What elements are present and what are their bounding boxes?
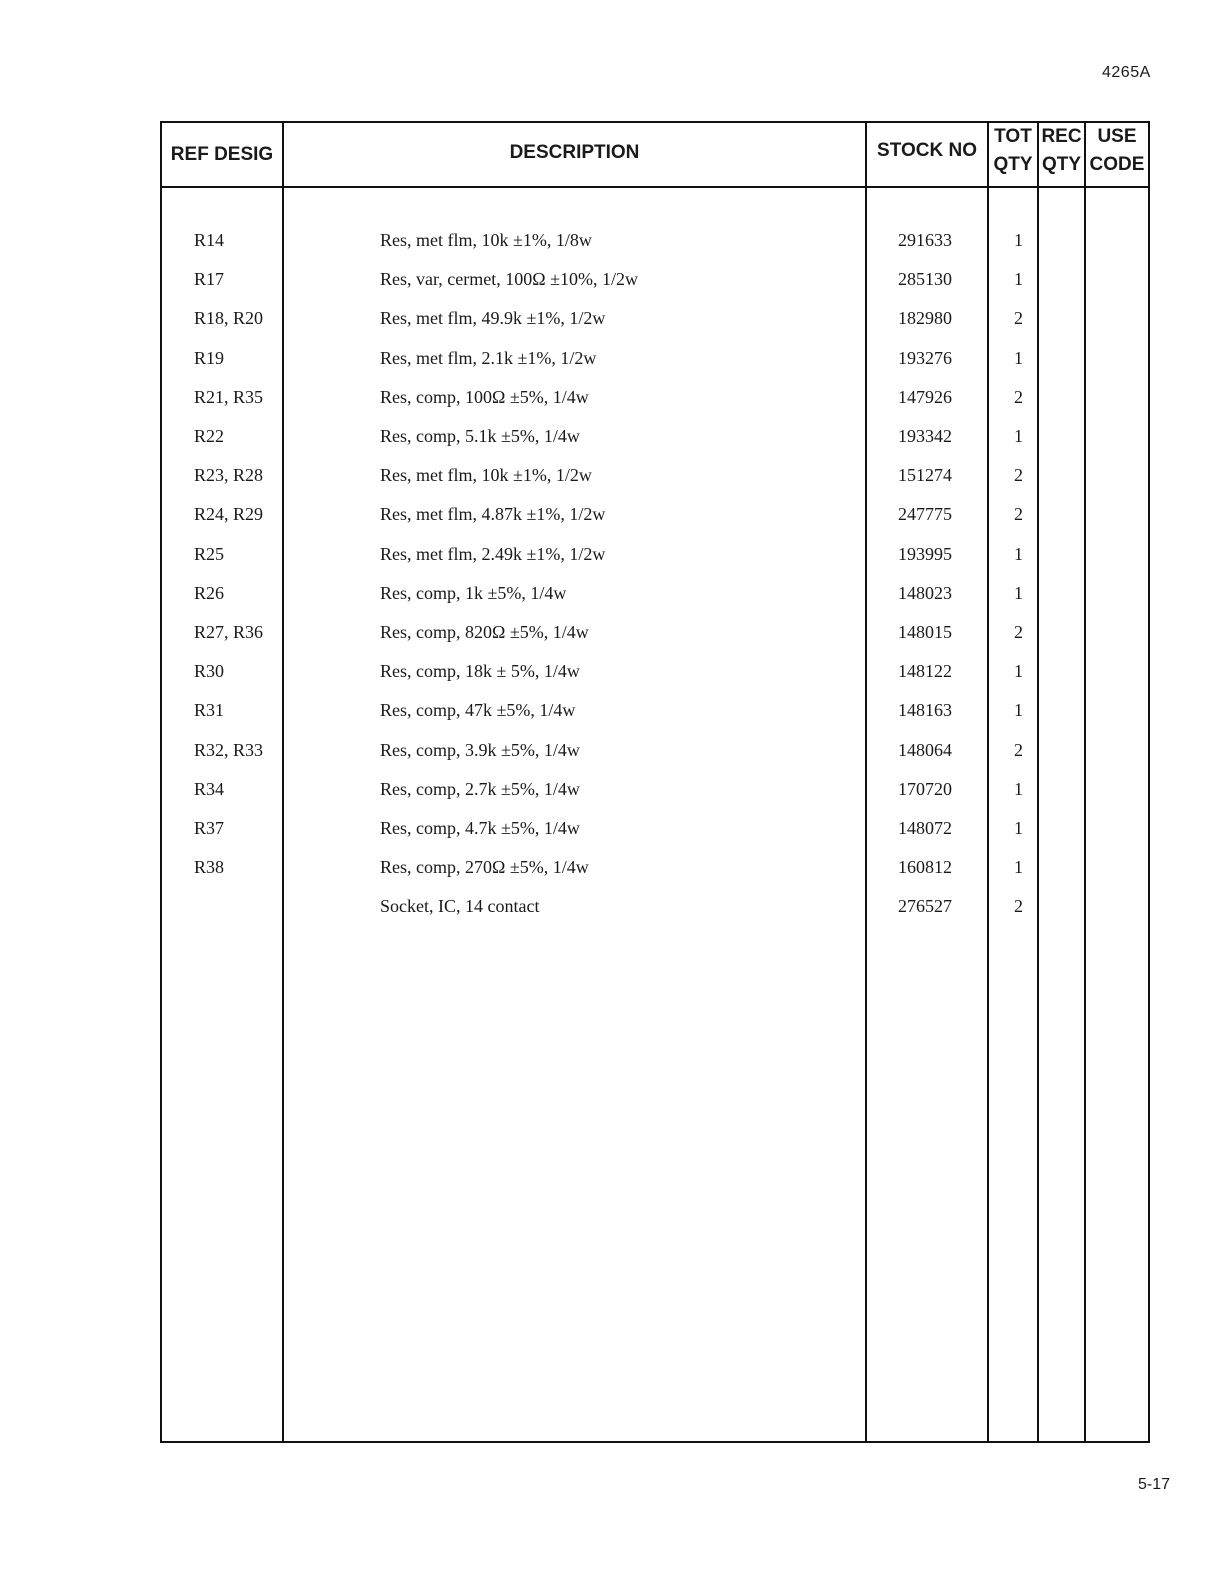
ref-desig-cell: R23, R28 [194,465,264,485]
document-id: 4265A [1102,64,1151,81]
table-row [162,695,1148,725]
parts-list-table [160,121,1150,1443]
table-row [162,539,1148,569]
ref-desig-cell: R22 [194,426,225,446]
stock-no-cell: 276527 [898,896,952,916]
stock-no-cell: 148072 [898,818,952,838]
table-row [162,303,1148,333]
header-rec-qty-line1: REC [1041,126,1082,147]
table-row [162,382,1148,412]
tot-qty-cell: 2 [1014,308,1023,328]
description-cell: Res, met flm, 10k ±1%, 1/8w [380,230,592,250]
tot-qty-cell: 1 [1014,230,1023,250]
stock-no-cell: 193995 [898,544,952,564]
ref-desig-cell: R14 [194,230,225,250]
ref-desig-cell: R31 [194,700,225,720]
description-cell: Res, comp, 1k ±5%, 1/4w [380,583,567,603]
table-row [162,774,1148,804]
header-use-code-line1: USE [1097,126,1137,147]
description-cell: Res, comp, 100Ω ±5%, 1/4w [380,387,589,407]
tot-qty-cell: 1 [1014,544,1023,564]
stock-no-cell: 285130 [898,269,952,289]
description-cell: Res, comp, 47k ±5%, 1/4w [380,700,576,720]
table-row [162,813,1148,843]
header-description: DESCRIPTION [509,142,640,163]
table-row [162,852,1148,882]
tot-qty-cell: 1 [1014,348,1023,368]
description-cell: Res, met flm, 2.49k ±1%, 1/2w [380,544,606,564]
ref-desig-cell: R17 [194,269,225,289]
ref-desig-cell: R30 [194,661,225,681]
tot-qty-cell: 1 [1014,818,1023,838]
header-tot-qty-line2: QTY [993,154,1033,175]
description-cell: Res, comp, 270Ω ±5%, 1/4w [380,857,589,877]
header-divider [162,186,1148,188]
header-rec-qty-line2: QTY [1041,154,1082,175]
tot-qty-cell: 2 [1014,465,1023,485]
ref-desig-cell: R24, R29 [194,504,264,524]
description-cell: Res, comp, 18k ± 5%, 1/4w [380,661,580,681]
ref-desig-cell: R38 [194,857,225,877]
ref-desig-cell: R18, R20 [194,308,264,328]
description-cell: Res, met flm, 2.1k ±1%, 1/2w [380,348,597,368]
header-ref-desig: REF DESIG [170,144,274,165]
ref-desig-cell: R19 [194,348,225,368]
ref-desig-cell: R37 [194,818,225,838]
ref-desig-cell: R34 [194,779,225,799]
tot-qty-cell: 2 [1014,387,1023,407]
tot-qty-cell: 1 [1014,700,1023,720]
tot-qty-cell: 1 [1014,779,1023,799]
ref-desig-cell: R26 [194,583,225,603]
tot-qty-cell: 1 [1014,426,1023,446]
stock-no-cell: 170720 [898,779,952,799]
description-cell: Res, comp, 5.1k ±5%, 1/4w [380,426,580,446]
description-cell: Res, comp, 3.9k ±5%, 1/4w [380,740,580,760]
stock-no-cell: 151274 [898,465,952,485]
table-row [162,735,1148,765]
ref-desig-cell: R21, R35 [194,387,264,407]
stock-no-cell: 148064 [898,740,952,760]
header-tot-qty-line1: TOT [994,126,1032,147]
stock-no-cell: 247775 [898,504,952,524]
tot-qty-cell: 1 [1014,661,1023,681]
table-row [162,343,1148,373]
tot-qty-cell: 2 [1014,622,1023,642]
tot-qty-cell: 2 [1014,896,1023,916]
stock-no-cell: 160812 [898,857,952,877]
description-cell: Res, var, cermet, 100Ω ±10%, 1/2w [380,269,638,289]
table-row [162,891,1148,921]
table-row [162,578,1148,608]
tot-qty-cell: 2 [1014,504,1023,524]
stock-no-cell: 148163 [898,700,952,720]
stock-no-cell: 147926 [898,387,952,407]
table-row [162,617,1148,647]
page-number: 5-17 [1138,1476,1171,1493]
ref-desig-cell: R25 [194,544,225,564]
stock-no-cell: 148023 [898,583,952,603]
stock-no-cell: 148015 [898,622,952,642]
stock-no-cell: 193276 [898,348,952,368]
tot-qty-cell: 1 [1014,583,1023,603]
table-row [162,225,1148,255]
description-cell: Res, comp, 2.7k ±5%, 1/4w [380,779,580,799]
table-row [162,656,1148,686]
description-cell: Res, met flm, 49.9k ±1%, 1/2w [380,308,606,328]
description-cell: Res, comp, 4.7k ±5%, 1/4w [380,818,580,838]
tot-qty-cell: 1 [1014,857,1023,877]
stock-no-cell: 193342 [898,426,952,446]
tot-qty-cell: 2 [1014,740,1023,760]
tot-qty-cell: 1 [1014,269,1023,289]
stock-no-cell: 148122 [898,661,952,681]
description-cell: Socket, IC, 14 contact [380,896,540,916]
header-use-code-line2: CODE [1089,154,1145,175]
ref-desig-cell: R27, R36 [194,622,264,642]
header-stock-no: STOCK NO [877,140,977,161]
table-row [162,264,1148,294]
ref-desig-cell: R32, R33 [194,740,264,760]
description-cell: Res, comp, 820Ω ±5%, 1/4w [380,622,589,642]
table-row [162,421,1148,451]
table-row [162,460,1148,490]
stock-no-cell: 182980 [898,308,952,328]
description-cell: Res, met flm, 10k ±1%, 1/2w [380,465,592,485]
description-cell: Res, met flm, 4.87k ±1%, 1/2w [380,504,606,524]
stock-no-cell: 291633 [898,230,952,250]
table-row [162,499,1148,529]
